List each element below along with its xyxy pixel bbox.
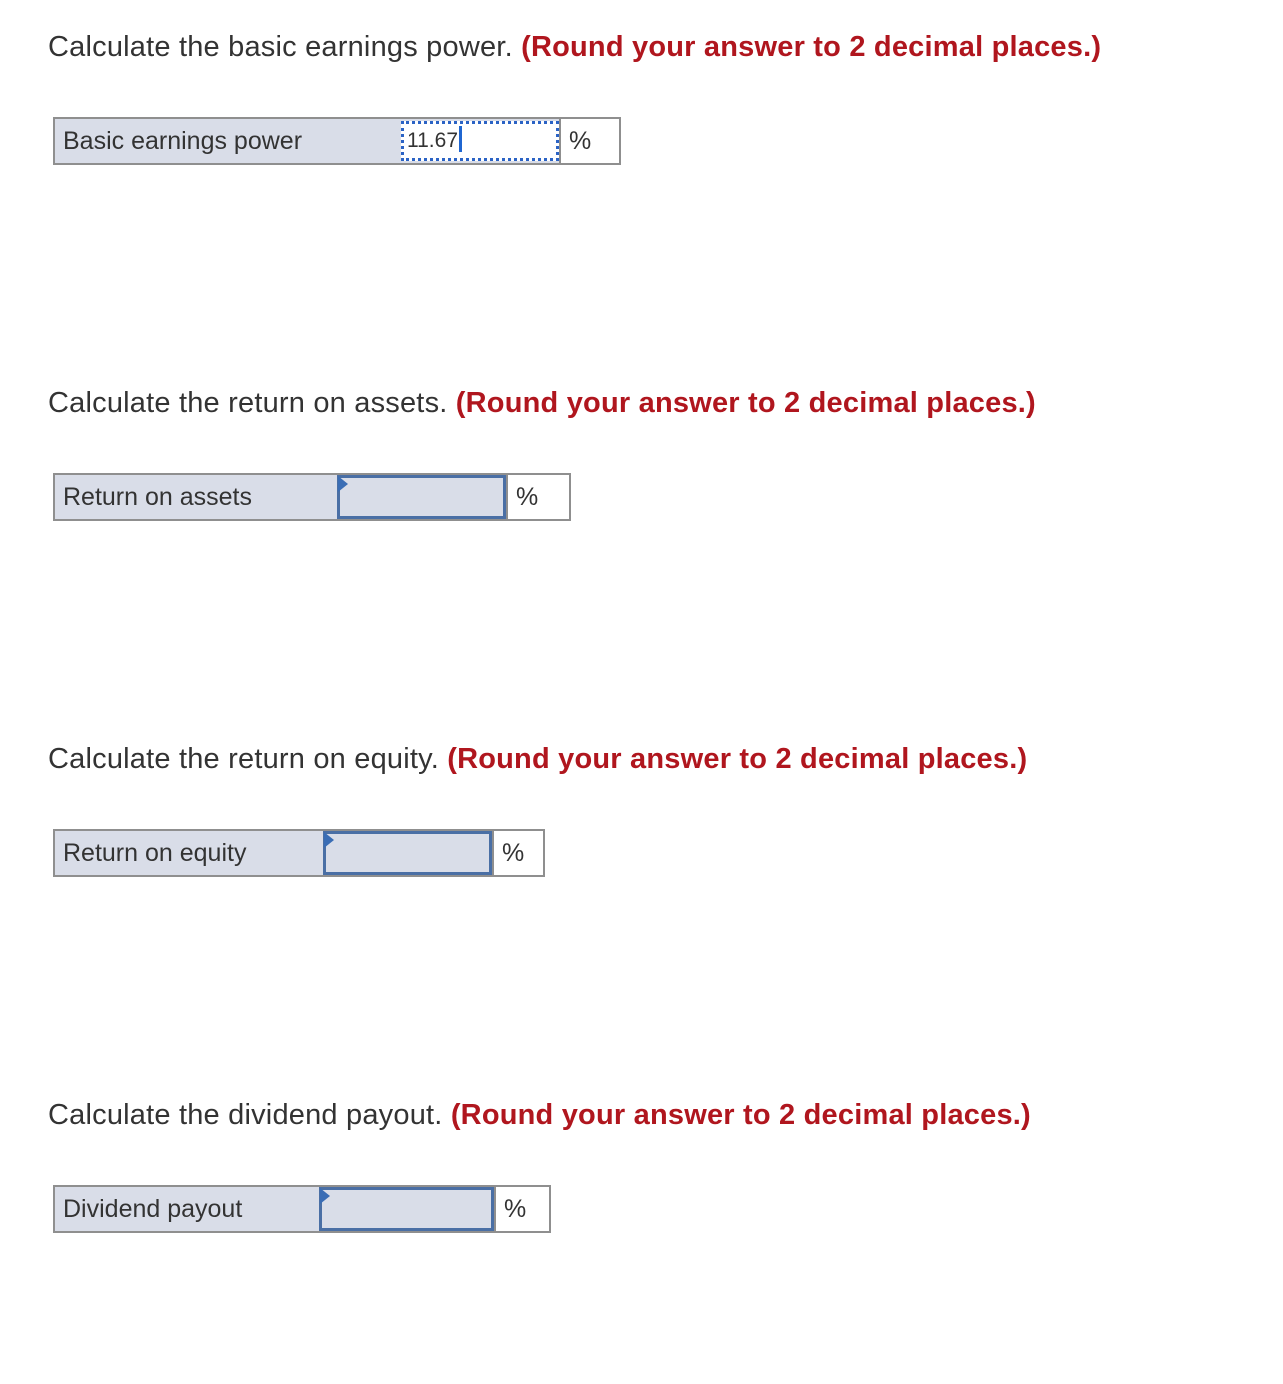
basic-earnings-power-input[interactable] [401,121,559,161]
rounding-hint: (Round your answer to 2 decimal places.) [450,1099,1031,1131]
return-on-assets-input[interactable] [337,475,506,519]
percent-unit: % [559,117,621,165]
percent-unit: % [492,829,545,877]
question-text: Calculate the return on equity. [48,743,439,775]
rounding-hint: (Round your answer to 2 decimal places.) [447,743,1028,775]
question-dividend-payout [48,1098,1031,1132]
question-basic-earnings-power [48,30,1101,64]
input-cell [401,117,559,165]
answer-row-return-on-equity [53,829,545,877]
input-cell [319,1185,494,1233]
answer-row-dividend-payout [53,1185,551,1233]
input-cell [337,473,506,521]
flag-marker-icon [324,832,334,848]
flag-marker-icon [338,476,348,492]
question-return-on-assets [48,386,1036,420]
return-on-equity-input[interactable] [323,831,492,875]
percent-unit: % [506,473,571,521]
percent-unit: % [494,1185,551,1233]
question-text: Calculate the dividend payout. [48,1099,443,1131]
question-text: Calculate the return on assets. [48,387,448,419]
answer-row-return-on-assets [53,473,571,521]
input-value: 11.67 [407,126,462,156]
row-label: Dividend payout [53,1185,319,1233]
row-label: Return on assets [53,473,337,521]
rounding-hint: (Round your answer to 2 decimal places.) [521,31,1102,63]
flag-marker-icon [320,1188,330,1204]
dividend-payout-input[interactable] [319,1187,494,1231]
row-label: Basic earnings power [53,117,401,165]
rounding-hint: (Round your answer to 2 decimal places.) [455,387,1036,419]
row-label: Return on equity [53,829,323,877]
answer-row-basic-earnings-power [53,117,621,165]
question-text: Calculate the basic earnings power. [48,31,513,63]
question-return-on-equity [48,742,1027,776]
text-caret [459,126,462,152]
input-cell [323,829,492,877]
